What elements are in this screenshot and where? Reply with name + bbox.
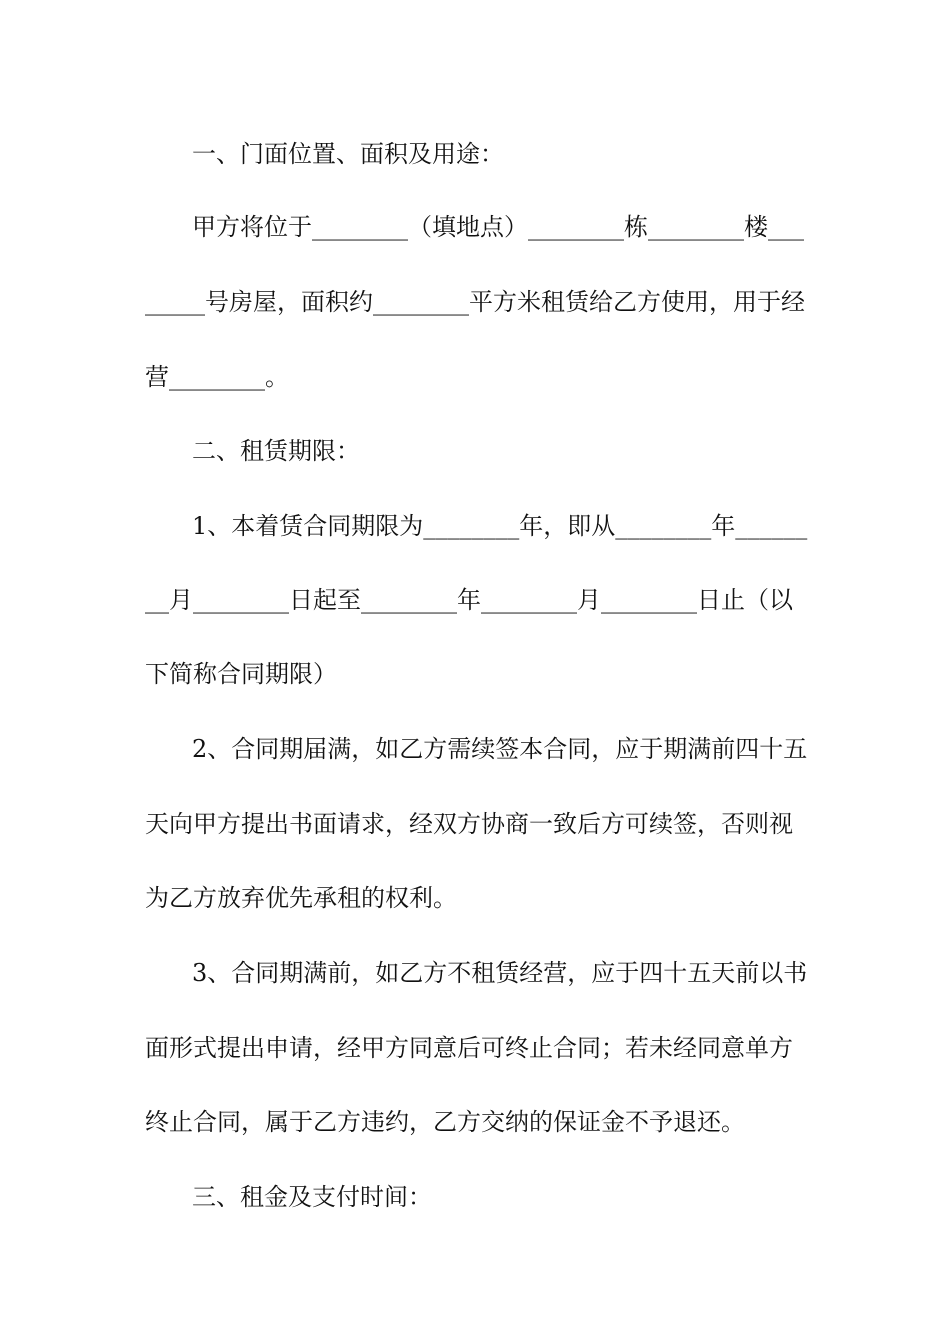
section-heading-1: 一、门面位置、面积及用途： (192, 140, 504, 168)
paragraph-line: 为乙方放弃优先承租的权利。 (145, 884, 457, 912)
paragraph-line: _____号房屋，面积约________平方米租赁给乙方使用，用于经 (145, 288, 805, 316)
paragraph-line: 1、本着赁合同期限为________年，即从________年______ (192, 512, 808, 540)
paragraph-line: 营________。 (145, 363, 289, 391)
paragraph-line: 面形式提出申请，经甲方同意后可终止合同；若未经同意单方 (145, 1034, 793, 1062)
paragraph-line: 下简称合同期限） (145, 660, 337, 688)
paragraph-line: 终止合同，属于乙方违约，乙方交纳的保证金不予退还。 (145, 1108, 745, 1136)
section-heading-2: 二、租赁期限： (192, 437, 360, 465)
paragraph-line: 甲方将位于________（填地点）________栋________楼___ (192, 213, 804, 241)
paragraph-line: 2、合同期届满，如乙方需续签本合同，应于期满前四十五 (192, 735, 808, 763)
paragraph-line: 3、合同期满前，如乙方不租赁经营，应于四十五天前以书 (192, 959, 808, 987)
section-heading-3: 三、租金及支付时间： (192, 1183, 432, 1211)
paragraph-line: __月________日起至________年________月________日止（以 (145, 586, 793, 614)
paragraph-line: 天向甲方提出书面请求，经双方协商一致后方可续签，否则视 (145, 810, 793, 838)
